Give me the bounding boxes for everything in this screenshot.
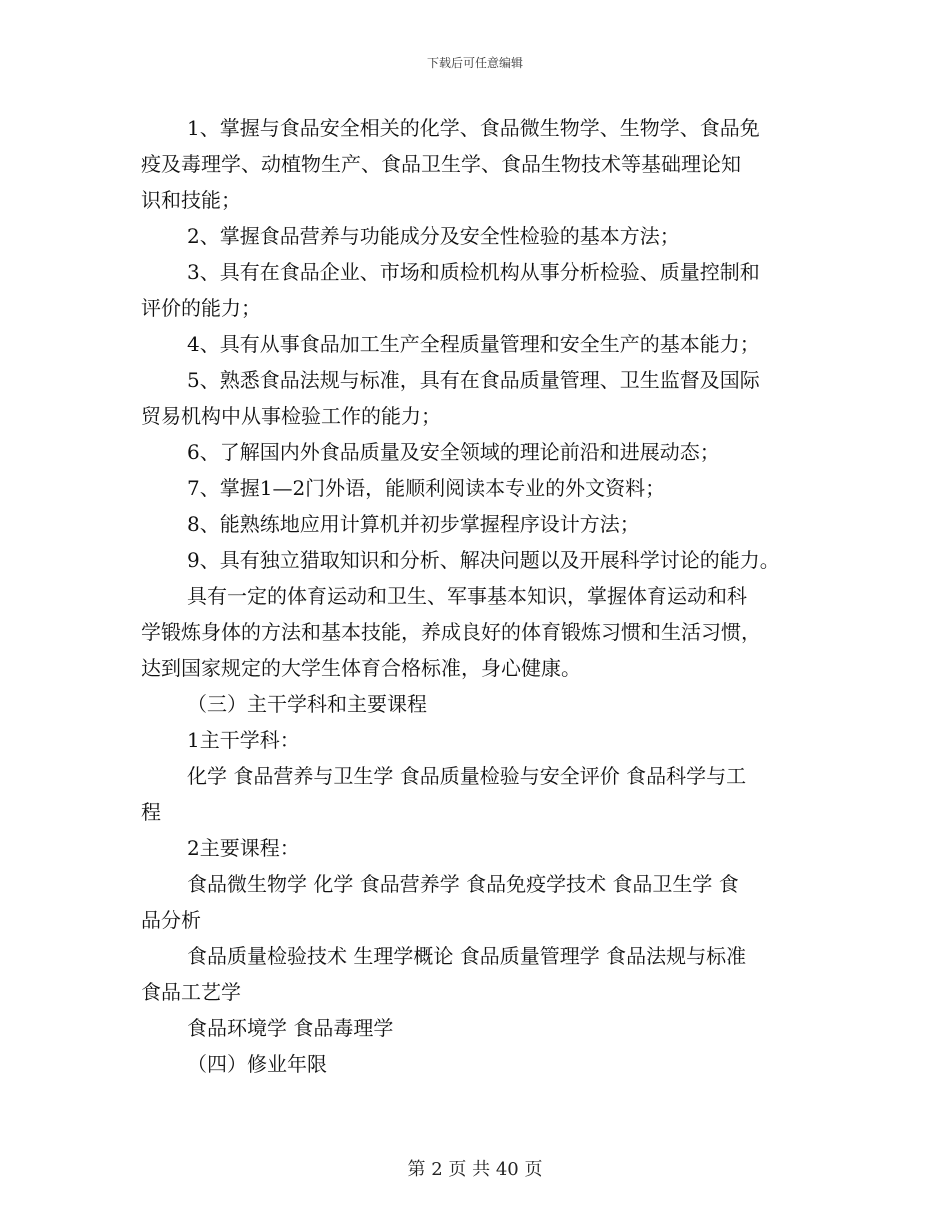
text-line: 食品环境学 食品毒理学 bbox=[187, 1016, 394, 1040]
text-line: 贸易机构中从事检验工作的能力； bbox=[141, 404, 441, 428]
text-line: 具有一定的体育运动和卫生、军事基本知识，掌握体育运动和科 bbox=[187, 584, 747, 608]
text-line: 2主要课程： bbox=[187, 836, 300, 860]
section-heading: （四）修业年限 bbox=[187, 1052, 327, 1076]
text-line: 学锻炼身体的方法和基本技能，养成良好的体育锻炼习惯和生活习惯， bbox=[141, 620, 761, 644]
text-line: 3、具有在食品企业、市场和质检机构从事分析检验、质量控制和 bbox=[187, 260, 760, 284]
page-header: 下载后可任意编辑 bbox=[426, 56, 523, 70]
text-line: 1主干学科： bbox=[187, 728, 300, 752]
text-line: 食品微生物学 化学 食品营养学 食品免疫学技术 食品卫生学 食 bbox=[187, 872, 739, 896]
text-line: 2、掌握食品营养与功能成分及安全性检验的基本方法； bbox=[187, 224, 680, 248]
text-line: 品分析 bbox=[141, 908, 201, 932]
text-line: 识和技能； bbox=[141, 188, 241, 212]
text-line: 8、能熟练地应用计算机并初步掌握程序设计方法； bbox=[187, 512, 640, 536]
text-line: 疫及毒理学、动植物生产、食品卫生学、食品生物技术等基础理论知 bbox=[141, 152, 741, 176]
text-line: 评价的能力； bbox=[141, 296, 261, 320]
text-line: 食品工艺学 bbox=[141, 980, 241, 1004]
section-heading: （三）主干学科和主要课程 bbox=[187, 692, 427, 716]
document-body bbox=[141, 110, 821, 1082]
text-line: 7、掌握1—2门外语，能顺利阅读本专业的外文资料； bbox=[187, 476, 666, 500]
text-line: 6、了解国内外食品质量及安全领域的理论前沿和进展动态； bbox=[187, 440, 720, 464]
text-line: 5、熟悉食品法规与标准，具有在食品质量管理、卫生监督及国际 bbox=[187, 368, 760, 392]
text-line: 4、具有从事食品加工生产全程质量管理和安全生产的基本能力； bbox=[187, 332, 760, 356]
text-line: 程 bbox=[141, 800, 161, 824]
text-line: 9、具有独立猎取知识和分析、解决问题以及开展科学讨论的能力。 bbox=[187, 548, 780, 572]
page-footer: 第 2 页 共 40 页 bbox=[407, 1159, 543, 1180]
text-line: 化学 食品营养与卫生学 食品质量检验与安全评价 食品科学与工 bbox=[187, 764, 747, 788]
text-line: 食品质量检验技术 生理学概论 食品质量管理学 食品法规与标准 bbox=[187, 944, 747, 968]
text-line: 达到国家规定的大学生体育合格标准，身心健康。 bbox=[141, 656, 581, 680]
text-line: 1、掌握与食品安全相关的化学、食品微生物学、生物学、食品免 bbox=[187, 116, 760, 140]
